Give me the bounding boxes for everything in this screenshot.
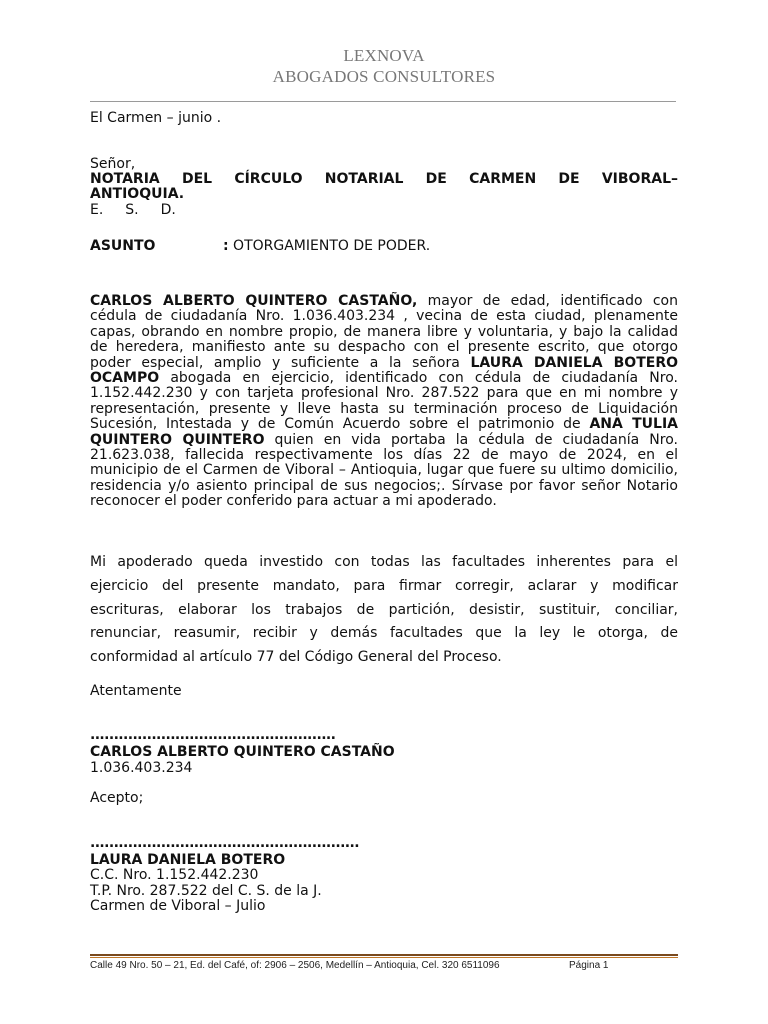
faculties-line: Mi apoderado queda investido con todas las facultades inherentes para el (90, 554, 678, 570)
signer-name-1: CARLOS ALBERTO QUINTERO CASTAÑO (90, 744, 395, 760)
firm-name: LEXNOVA (343, 46, 425, 65)
firm-subtitle: ABOGADOS CONSULTORES (272, 67, 496, 86)
attorney-name: LAURA DANIELA BOTERO OCAMPO (90, 354, 678, 387)
footer-divider-dark (90, 954, 678, 956)
closing: Atentamente (90, 683, 182, 699)
deceased-name: ANA TULIA QUINTERO QUINTERO (90, 416, 678, 448)
faculties-paragraph (90, 551, 678, 670)
signer-tp-2: T.P. Nro. 287.522 del C. S. de la J. (90, 883, 322, 899)
faculties-line: escrituras, elaborar los trabajos de partición, desistir, sustituir, conciliar, (90, 601, 678, 618)
header-divider (90, 101, 676, 102)
letterhead (0, 45, 768, 87)
power-text-c: quien en vida portaba la cédula de ciudadanía Nro. 21.623.038, fallecida respectivamente los días 22 de mayo de 2024, en el municipio de el Carmen de Viboral – Antioquia, lugar que fuere su ultimo domicilio, residencia y/o asiento principal de sus negocios;. Sírvase por favor señor Notario reconocer el poder conferido para actuar a mi apoderado. (90, 431, 678, 510)
signer-place-2: Carmen de Viboral – Julio (90, 898, 266, 914)
esd-d: D. (160, 202, 176, 218)
signature-line-2: ......................................................... (90, 835, 359, 851)
signature-line-1: .................................................... (90, 727, 336, 743)
signer-name-2: LAURA DANIELA BOTERO (90, 852, 286, 868)
footer (90, 960, 609, 972)
faculties-line: ejercicio del presente mandato, para firmar corregir, aclarar y modificar (90, 577, 678, 594)
signer-id-1: 1.036.403.234 (90, 760, 193, 776)
addressee-line-1: NOTARIA DEL CÍRCULO NOTARIAL DE CARMEN DE VIBORAL– (90, 171, 678, 187)
footer-address: Calle 49 Nro. 50 – 21, Ed. del Café, of: 2906 – 2506, Medellín – Antioquia, Cel. 320 6511096 (90, 960, 500, 971)
esd-line (90, 203, 678, 218)
power-text-b: abogada en ejercicio, identificado con cédula de ciudadanía Nro. 1.152.442.230 y con tarjeta profesional Nro. 287.522 para que en mi nombre y representación, presente y lleve hasta su terminación proceso de Liquidación Sucesión, Intestada y de Común Acuerdo sobre el patrimonio de (90, 370, 678, 433)
subject-label: ASUNTO (90, 238, 156, 254)
place-date: El Carmen – junio . (90, 110, 222, 126)
esd-e: E. (90, 202, 104, 218)
signer-cc-2: C.C. Nro. 1.152.442.230 (90, 867, 259, 883)
addressee-line-2: ANTIOQUIA. (90, 186, 185, 202)
faculties-line: renunciar, reasumir, recibir y demás facultades que la ley le otorga, de (90, 625, 678, 642)
salutation: Señor, (90, 156, 136, 172)
subject-value: OTORGAMIENTO DE PODER. (228, 238, 431, 254)
subject-colon: : (223, 238, 229, 254)
power-paragraph (90, 294, 678, 510)
esd-s: S. (125, 202, 139, 218)
acceptance-label: Acepto; (90, 790, 144, 806)
subject-line (90, 239, 430, 254)
footer-divider-light (90, 957, 678, 958)
power-text-a: mayor de edad, identificado con cédula de ciudadanía Nro. 1.036.403.234 , vecina de esta ciudad, plenamente capas, obrando en nombre propio, de manera libre y voluntaria, y bajo la calidad de heredera, manifiesto ante su despacho con el presente escrito, que otorgo poder especial, amplio y suficiente a la señora (90, 293, 678, 371)
faculties-line: conformidad al artículo 77 del Código General del Proceso. (90, 649, 502, 666)
page-number: Página 1 (569, 960, 609, 971)
grantor-name: CARLOS ALBERTO QUINTERO CASTAÑO, (90, 293, 418, 309)
